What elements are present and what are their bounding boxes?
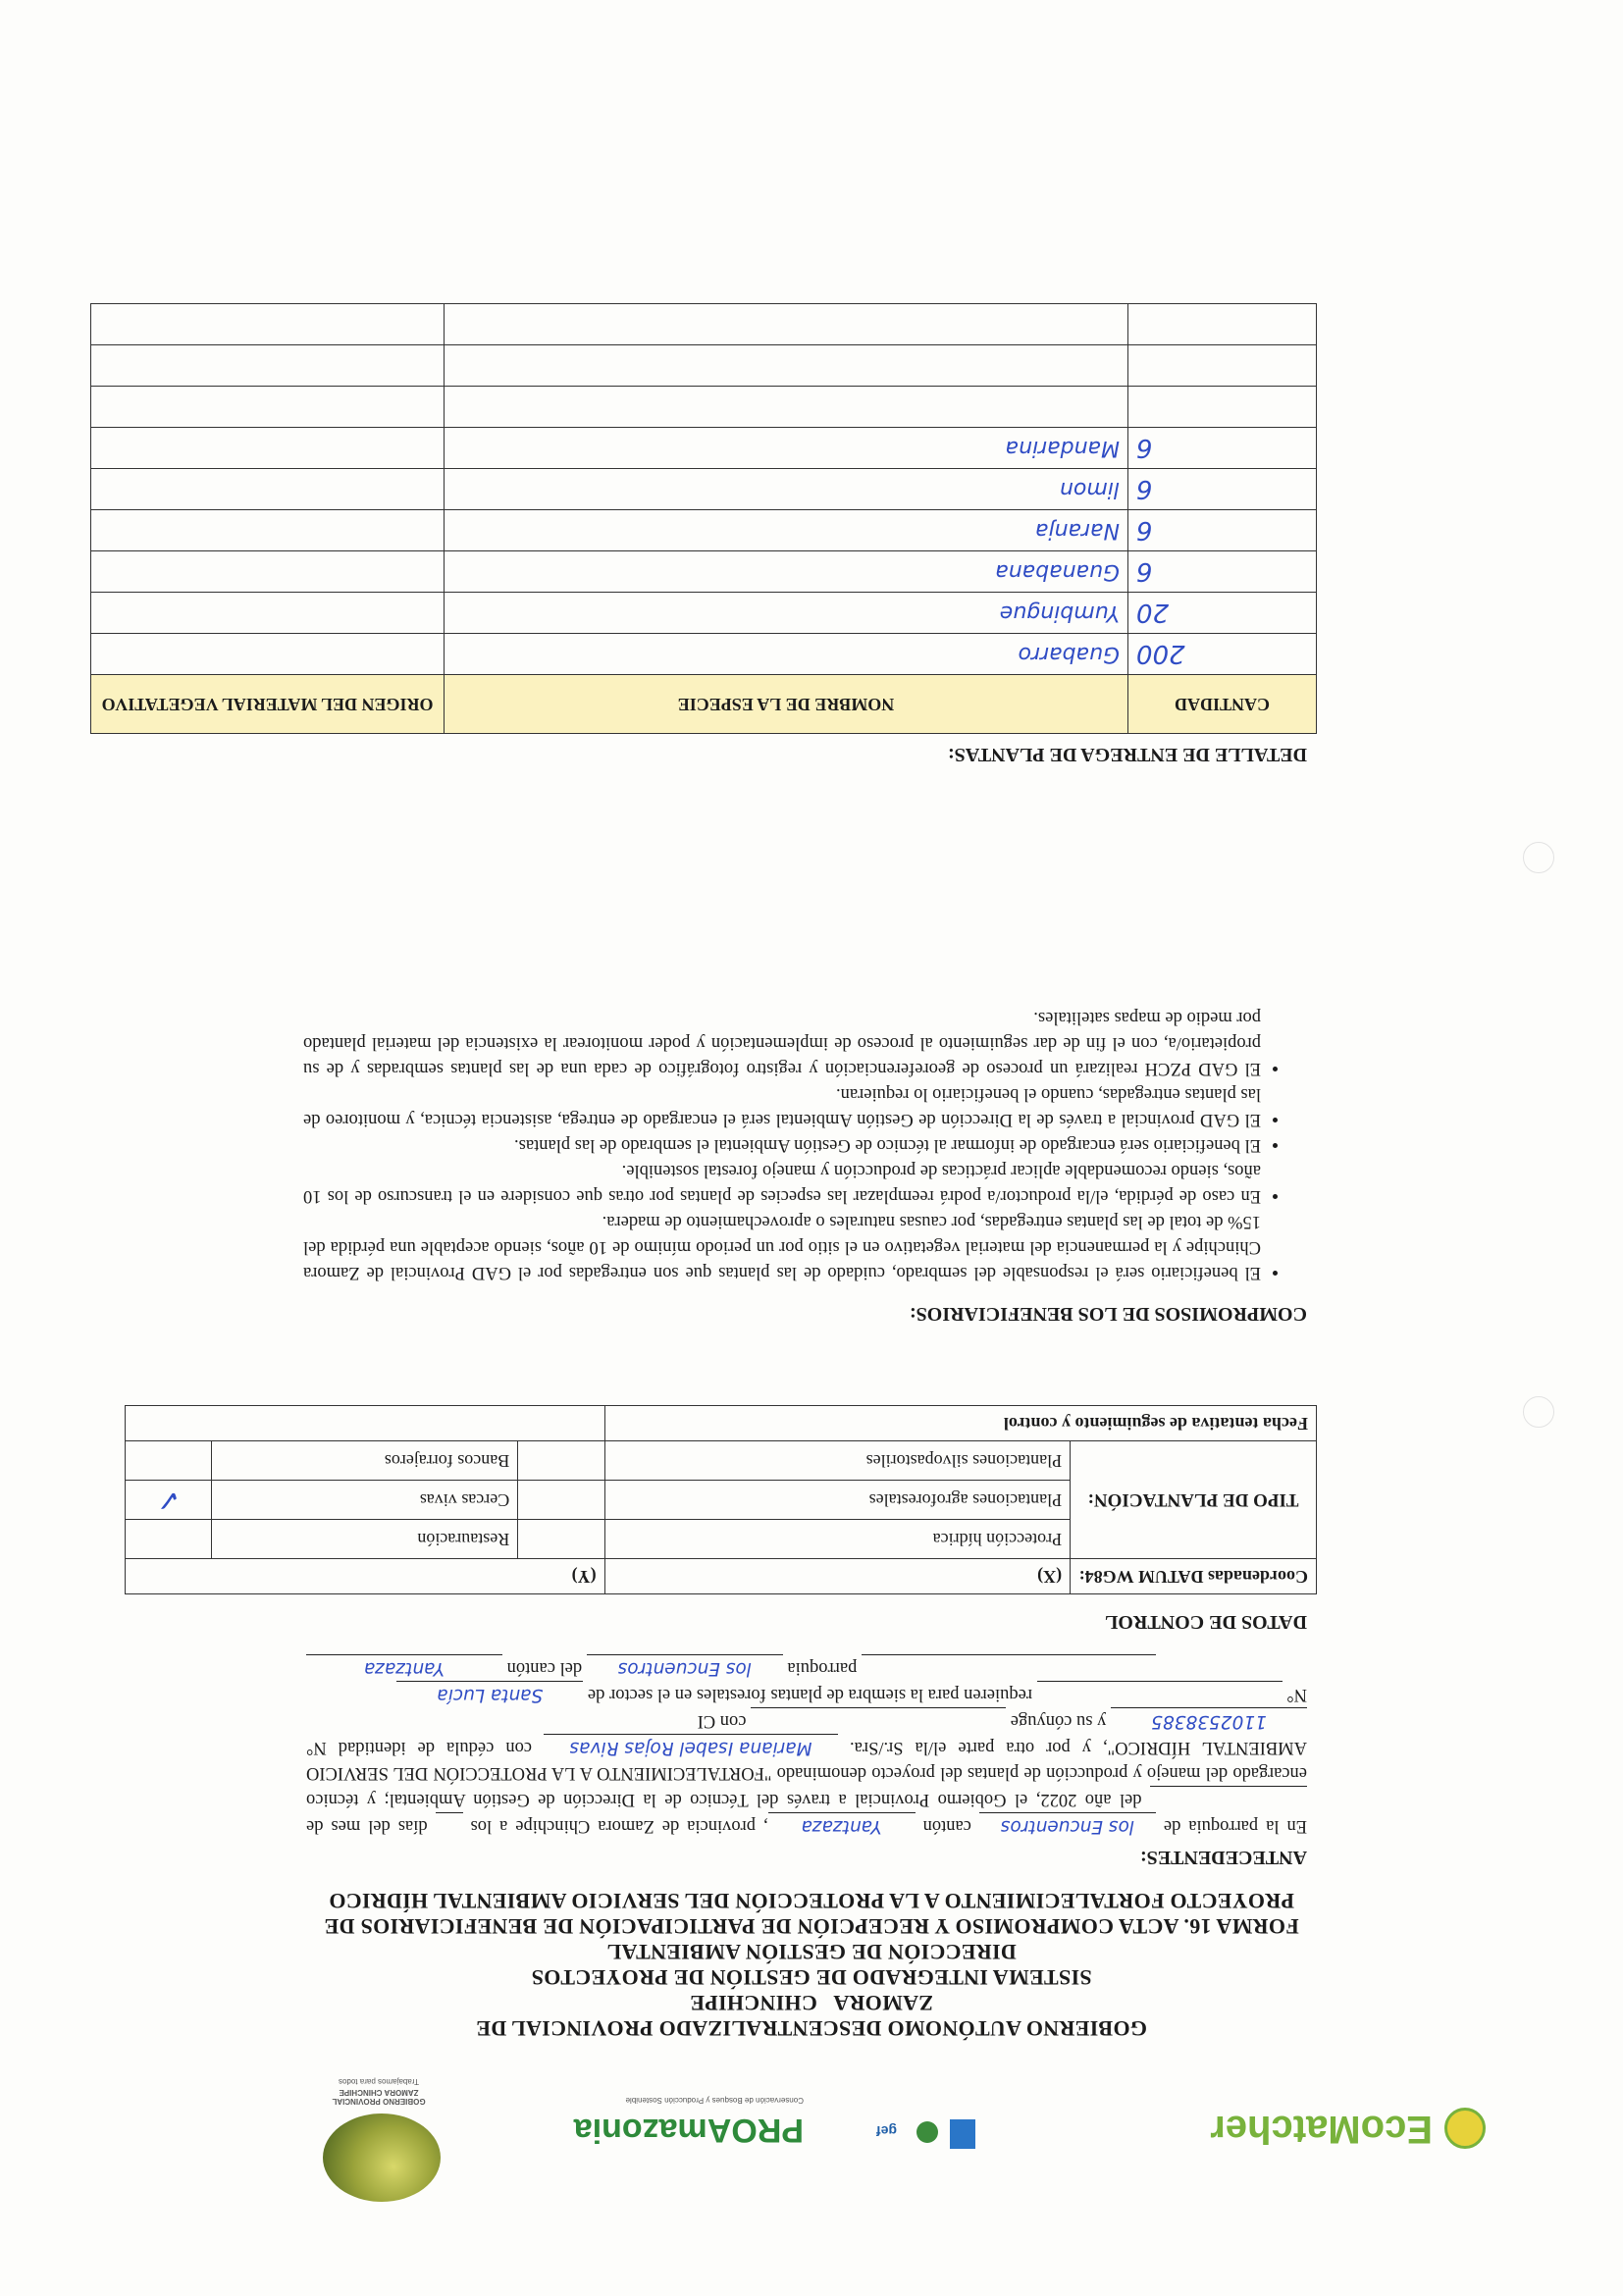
ant-text-13: del cantón (506, 1658, 583, 1678)
opt-cercas-vivas: Cercas vivas (212, 1481, 518, 1520)
gov-logo-emblem (323, 2113, 441, 2202)
title-line-6: PROYECTO FORTALECIMIENTO A LA PROTECCIÓN DEL SERVICIO AMBIENTAL HÍDRICO (329, 1889, 1294, 1913)
tipo-row-1 (126, 1520, 1317, 1559)
sector-value: Santa Lucía (396, 1681, 583, 1707)
detalle-origin (91, 428, 445, 469)
partner-circle-icon (916, 2121, 938, 2143)
title-line-2: ZAMORA CHINCHIPE (689, 1991, 934, 2015)
detalle-origin (91, 304, 445, 345)
fecha-value[interactable] (126, 1406, 605, 1441)
compromiso-item: • El GAD provincial a través de la Dirección de Gestión Ambiental será el encargado de entrega, asistencia técnica, y monitoreo de las plantas entregadas, cuando el beneficiario lo requieran. (303, 1081, 1261, 1132)
dias-blank (436, 1812, 463, 1839)
opt-proteccion-hidrica: Protección hídrica (604, 1520, 1070, 1559)
opt2-check[interactable] (126, 1520, 212, 1559)
ecomatcher-leaf-icon (1444, 2108, 1486, 2149)
opt4-check[interactable] (126, 1481, 212, 1520)
detalle-header-row (91, 675, 1317, 734)
opt6-check[interactable] (126, 1441, 212, 1481)
detalle-row (91, 345, 1317, 387)
detalle-row (91, 634, 1317, 675)
pre-parroquia-blank (862, 1654, 1156, 1681)
detalle-species: Yumbingue (445, 593, 1128, 634)
detalle-table (90, 303, 1317, 734)
tipo-label: TIPO DE PLANTACIÓN: (1071, 1441, 1317, 1559)
detalle-species: limon (445, 469, 1128, 510)
compromiso-item: • El beneficiario será el responsable del sembrado, cuidado de las plantas que son entregadas por el GAD Provincial de Zamora Chinchipe y la permanencia del material vegetativo en el sitio por un periodo mínimo de 10 años, siendo aceptable una pérdida del 15% de total de las plantas entregadas, por causas naturales o aprovechamiento de madera. (303, 1209, 1261, 1285)
ant-text-12: parroquia (787, 1658, 858, 1678)
detalle-origin (91, 551, 445, 593)
proamazonia-sub: Conservación de Bosques y Producción Sostenible (625, 2096, 804, 2105)
ant-text-11: requieren para la siembra de plantas forestales en el sector de (587, 1685, 1032, 1704)
beneficiario-value: Mariana Isabel Rojas Rivas (544, 1734, 838, 1760)
ant-text-10: N° (1286, 1685, 1307, 1704)
compromiso-item: • El GAD PZCH realizará un proceso de georeferenciación y registro fotográfico de cada una de las plantas sembradas y de su propietario/a, con el fin de dar seguimiento al proceso de implementación y poder monitorear la existencia del material plantado por medio de mapas satelitales. (303, 1005, 1261, 1081)
detalle-origin (91, 387, 445, 428)
detalle-origin (91, 593, 445, 634)
col-origen: ORIGEN DEL MATERIAL VEGETATIVO (91, 675, 445, 734)
compromiso-item: • En caso de pérdida, el/la productor/a podrá reemplazar las especies de plantas por otras que considere en el transcurso de los 10 años, siendo recomendable aplicar prácticas de producción y manejo forestal sostenible. (303, 1158, 1261, 1209)
coords-label: Coordenadas DATUM WG84: (1071, 1559, 1317, 1594)
control-table (125, 1405, 1317, 1594)
detalle-qty: 200 (1128, 634, 1317, 675)
ant-text-5: del año 2022, el Gobierno Provincial a través del Técnico de la Dirección de Gestión Ambiental; y técnico encargado del manejo y producción de plantas del proyecto denominado "FORTALECIMIENTO A LA PROTECCIÓN DEL SERVICIO AMBIENTAL HÍDRICO", y por otra parte el/la Sr./Sra. (305, 1738, 1307, 1809)
detalle-species: Guanabana (445, 551, 1128, 593)
detalle-origin (91, 510, 445, 551)
detalle-row (91, 428, 1317, 469)
opt-silvopastoriles: Plantaciones silvopastoriles (604, 1441, 1070, 1481)
opt-bancos-forrajeros: Bancos forrajeros (212, 1441, 518, 1481)
ecomatcher-logo (1132, 2102, 1486, 2151)
detalle-qty: 20 (1128, 593, 1317, 634)
compromisos-bullets (303, 1005, 1284, 1285)
ant-text-6: con cédula de identidad (338, 1738, 533, 1757)
coords-row (126, 1559, 1317, 1594)
detalle-row (91, 469, 1317, 510)
conyuge-blank (751, 1707, 1006, 1734)
detalle-qty (1128, 387, 1317, 428)
detalle-row (91, 510, 1317, 551)
x-label: (X) (1037, 1567, 1063, 1587)
detalle-qty: 6 (1128, 469, 1317, 510)
detalle-row (91, 387, 1317, 428)
gov-logo-sub: Trabajamos para todos (339, 2077, 419, 2086)
proamazonia-logo (568, 2096, 804, 2149)
detalle-origin (91, 469, 445, 510)
proamazonia-name: PROAmazonia (573, 2112, 804, 2149)
antecedentes-text (306, 1654, 1307, 1839)
detalle-species (445, 345, 1128, 387)
ant-text-9: con CI (697, 1711, 747, 1731)
detalle-row (91, 551, 1317, 593)
detalle-species: Mandarina (445, 428, 1128, 469)
detalle-row (91, 593, 1317, 634)
detalle-qty: 6 (1128, 510, 1317, 551)
opt-restauracion: Restauración (212, 1520, 518, 1559)
ci-blank (1037, 1681, 1283, 1707)
detalle-species (445, 304, 1128, 345)
opt5-check[interactable] (518, 1441, 604, 1481)
detalle-heading: DETALLE DE ENTREGA DE PLANTAS: (948, 744, 1307, 765)
col-especie: NOMBRE DE LA ESPECIE (445, 675, 1128, 734)
detalle-species: Guabarro (445, 634, 1128, 675)
opt1-check[interactable] (518, 1520, 604, 1559)
x-label-cell (604, 1559, 1070, 1594)
fecha-label: Fecha tentativa de seguimiento y control (604, 1406, 1316, 1441)
opt-agroforestales: Plantaciones agroforestales (604, 1481, 1070, 1520)
y-label: (Y) (571, 1567, 597, 1587)
title-line-4: DIRECCIÓN DE GESTIÓN AMBIENTAL (606, 1940, 1017, 1964)
fecha-row (126, 1406, 1317, 1441)
canton-value: Yantzaza (768, 1812, 916, 1839)
ant-text-8: y su cónyuge (1010, 1711, 1107, 1731)
antecedentes-heading: ANTECEDENTES: (1139, 1847, 1307, 1868)
detalle-qty (1128, 345, 1317, 387)
detalle-species: Naranja (445, 510, 1128, 551)
gef-logo: gef (876, 2123, 897, 2139)
check-mark-icon: ✓ (156, 1483, 182, 1517)
gov-logo (303, 2064, 460, 2202)
canton2-value: Yantzaza (306, 1654, 502, 1681)
partner-logos (867, 2110, 975, 2149)
ant-text-7: N° (305, 1738, 327, 1757)
control-heading: DATOS DE CONTROL (1105, 1611, 1307, 1633)
detalle-origin (91, 345, 445, 387)
mes-blank (1150, 1786, 1307, 1812)
compromisos-list (303, 1005, 1284, 1285)
detalle-species (445, 387, 1128, 428)
ant-text-3: , provincia de Zamora Chinchipe a los (470, 1816, 768, 1836)
title-line-3: SISTEMA INTEGRADO DE GESTIÓN DE PROYECTOS (531, 1965, 1092, 1990)
ant-last-line (306, 1654, 1307, 1681)
detalle-qty: 6 (1128, 428, 1317, 469)
title-line-5: FORMA 16. ACTA COMPROMISO Y RECEPCIÓN DE PARTICIPACIÓN DE BENEFICIARIOS DE (324, 1914, 1299, 1939)
ant-text-1: En la parroquia de (1163, 1816, 1307, 1836)
ecomatcher-name: EcoMatcher (1210, 2108, 1433, 2151)
opt3-check[interactable] (518, 1481, 604, 1520)
y-label-cell (126, 1559, 605, 1594)
cedula-value: 1102538385 (1111, 1707, 1307, 1734)
detalle-qty (1128, 304, 1317, 345)
ant-text-4: días del mes de (305, 1816, 428, 1836)
ant-text-2: cantón (922, 1816, 971, 1836)
compromiso-item: • El beneficiario será encargado de informar al técnico de Gestión Ambiental el sembrado de las plantas. (303, 1132, 1261, 1158)
compromisos-heading: COMPROMISOS DE LOS BENEFICIARIOS: (909, 1303, 1307, 1325)
detalle-origin (91, 634, 445, 675)
punch-hole-mark (1523, 1396, 1554, 1428)
parroquia2-value: los Encuentros (587, 1654, 783, 1681)
punch-hole-mark (1523, 842, 1554, 873)
detalle-row (91, 304, 1317, 345)
title-line-1: GOBIERNO AUTÓNOMO DESCENTRALIZADO PROVINCIAL DE (476, 2016, 1147, 2041)
detalle-qty: 6 (1128, 551, 1317, 593)
gov-logo-text: GOBIERNO PROVINCIAL ZAMORA CHINCHIPE (332, 2088, 426, 2106)
undp-logo-icon (950, 2119, 975, 2149)
parroquia-value: los Encuentros (979, 1812, 1156, 1839)
col-cantidad: CANTIDAD (1128, 675, 1317, 734)
